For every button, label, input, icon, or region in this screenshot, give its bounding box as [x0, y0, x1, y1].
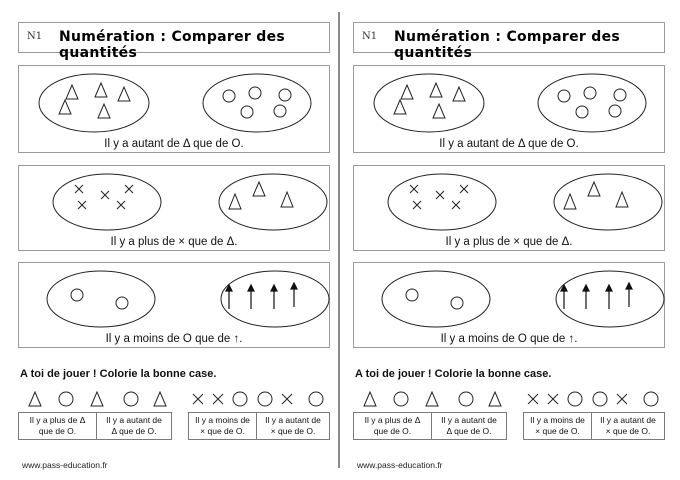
choice-box[interactable] — [256, 413, 329, 439]
exercise-prompt: A toi de jouer ! Colorie la bonne case. — [20, 368, 217, 380]
exercise-choices-2 — [523, 412, 665, 440]
example-caption: Il y a plus de × que de Δ. — [445, 236, 573, 248]
choice-text: × que de O. — [605, 426, 651, 436]
left-set-ellipse — [39, 74, 149, 132]
triangle-icon — [29, 392, 41, 406]
example-caption: Il y a autant de Δ que de O. — [104, 138, 244, 150]
arrow-up-icon — [226, 283, 297, 309]
example-less — [353, 262, 665, 348]
choice-box[interactable] — [96, 413, 171, 439]
footer-url: www.pass-education.fr — [22, 460, 108, 470]
cross-icon — [528, 394, 538, 404]
exercise-sequence-1 — [20, 390, 170, 406]
example-more — [353, 165, 665, 251]
arrow-up-icon — [561, 283, 632, 309]
triangle-icon — [91, 392, 103, 406]
circle-icon — [233, 392, 247, 406]
choice-text: Il y a autant de — [106, 415, 162, 425]
choice-text: Δ que de O. — [111, 426, 157, 436]
worksheet-code: N1 — [362, 31, 378, 42]
circle-icon — [406, 289, 463, 309]
circle-icon — [223, 87, 291, 118]
example-caption: Il y a plus de × que de Δ. — [110, 236, 238, 248]
header-box — [353, 22, 665, 61]
circle-icon — [644, 392, 658, 406]
cross-icon — [213, 394, 223, 404]
footer-url: www.pass-education.fr — [357, 460, 443, 470]
worksheet-title: Numération : Comparer des quantités — [394, 29, 621, 61]
example-equal — [353, 65, 665, 153]
cross-icon — [410, 185, 468, 209]
triangle-icon — [229, 182, 293, 209]
choice-text: × que de O. — [200, 426, 245, 436]
choice-box[interactable] — [189, 413, 256, 439]
choice-text: Il y a moins de — [195, 415, 250, 425]
cross-icon — [193, 394, 203, 404]
worksheet-code: N1 — [27, 31, 43, 42]
cross-icon — [75, 185, 133, 209]
header-box — [18, 22, 330, 61]
example-equal — [18, 65, 330, 153]
circle-icon — [568, 392, 582, 406]
circle-icon — [71, 289, 128, 309]
cross-icon — [548, 394, 558, 404]
triangle-icon — [154, 392, 166, 406]
circle-icon — [558, 87, 626, 118]
circle-icon — [593, 392, 607, 406]
right-set-ellipse — [203, 74, 311, 132]
choice-box[interactable] — [524, 413, 591, 439]
choice-text: Il y a autant de — [265, 415, 321, 425]
choice-box[interactable] — [591, 413, 664, 439]
choice-text: Il y a plus de Δ — [364, 415, 421, 425]
choice-text: Δ que de O. — [446, 426, 492, 436]
circle-icon — [309, 392, 323, 406]
worksheet-title: Numération : Comparer des quantités — [59, 29, 286, 61]
choice-box[interactable] — [354, 413, 431, 439]
choice-text: × que de O. — [270, 426, 316, 436]
triangle-icon — [564, 182, 628, 209]
example-less — [18, 262, 330, 348]
exercise-choices-2 — [188, 412, 330, 440]
worksheet-right — [335, 0, 675, 480]
example-caption: Il y a moins de O que de ↑. — [440, 333, 578, 345]
circle-icon — [59, 392, 73, 406]
choice-text: Il y a plus de Δ — [29, 415, 86, 425]
choice-text: Il y a autant de — [441, 415, 497, 425]
circle-icon — [394, 392, 408, 406]
cross-icon — [282, 394, 292, 404]
choice-text: que de O. — [373, 426, 412, 436]
circle-icon — [258, 392, 272, 406]
triangle-icon — [364, 392, 376, 406]
choice-text: Il y a moins de — [530, 415, 585, 425]
triangle-icon — [59, 83, 130, 118]
example-caption: Il y a moins de O que de ↑. — [105, 333, 243, 345]
triangle-icon — [394, 83, 465, 118]
choice-text: × que de O. — [535, 426, 580, 436]
example-caption: Il y a autant de Δ que de O. — [439, 138, 579, 150]
exercise-sequence-1 — [355, 390, 505, 406]
example-more — [18, 165, 330, 251]
cross-icon — [617, 394, 627, 404]
choice-text: que de O. — [38, 426, 77, 436]
choice-box[interactable] — [19, 413, 96, 439]
exercise-choices-1 — [18, 412, 172, 440]
exercise-sequence-2 — [525, 390, 665, 406]
choice-text: Il y a autant de — [600, 415, 656, 425]
triangle-icon — [426, 392, 438, 406]
triangle-icon — [489, 392, 501, 406]
exercise-prompt: A toi de jouer ! Colorie la bonne case. — [355, 368, 552, 380]
circle-icon — [124, 392, 138, 406]
circle-icon — [459, 392, 473, 406]
exercise-choices-1 — [353, 412, 507, 440]
choice-box[interactable] — [431, 413, 506, 439]
exercise-sequence-2 — [190, 390, 330, 406]
